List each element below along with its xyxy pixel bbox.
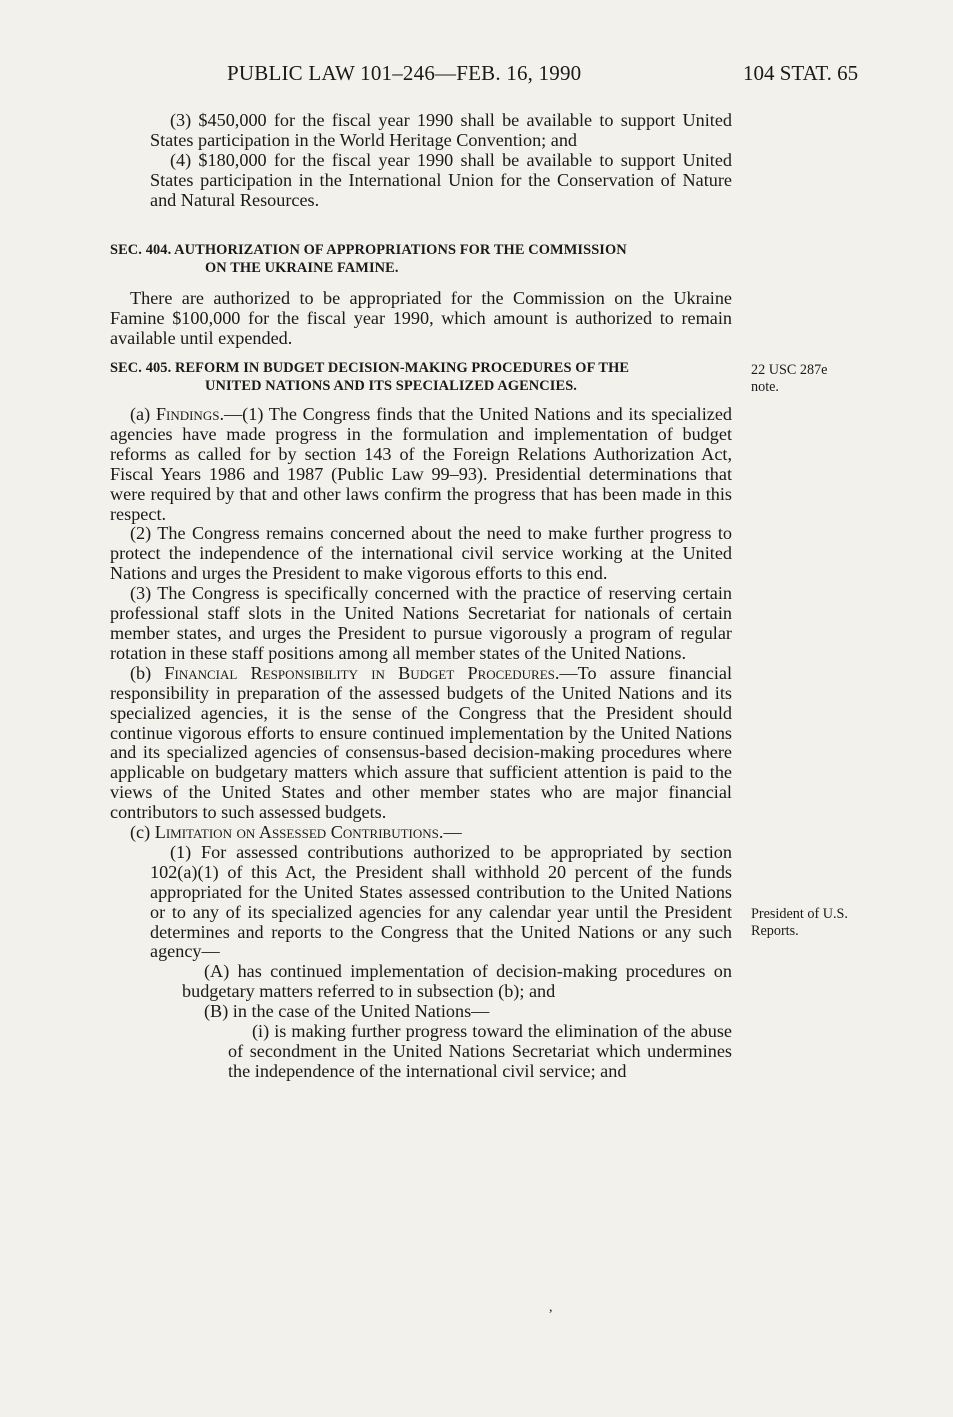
paragraph-4: (4) $180,000 for the fiscal year 1990 shall be available to support United States participation in the International Union for the Conservation of Nature and Natural Resources. xyxy=(150,149,732,210)
subsection-b xyxy=(110,664,732,823)
stray-mark: , xyxy=(549,1300,553,1315)
section-403-continuation xyxy=(110,111,732,211)
subsection-a-paragraph-3: (3) The Congress is specifically concerned with the practice of reserving certain professional staff slots in the United Nations Secretariat for nationals of certain member states, and urges the President to pursue vigorously a program of regular rotation in these staff positions among all member states of the United Nations. xyxy=(110,583,732,663)
subparagraph-A: (A) has continued implementation of decision-making procedures on budgetary matters referred to in subsection (b); and xyxy=(182,961,732,1002)
page-header-stat: 104 STAT. 65 xyxy=(743,61,859,85)
subsection-a-text: .—(1) The Congress finds that the United Nations and its specialized agencies have made progress in the formulation and implementation of budget reforms as called for by section 143 of the Foreign Relations Authorization Act, Fiscal Years 1986 and 1987 (Public Law 99–93). Presidential determinations that were required by that and other laws confirm the progress that has been made in this respect. xyxy=(110,404,733,524)
subsection-a-label: (a) xyxy=(130,404,156,424)
margin-note-usc-line1: 22 USC 287e xyxy=(751,362,828,378)
subsection-a-paragraph-1 xyxy=(110,405,732,524)
section-404-text: There are authorized to be appropriated for the Commission on the Ukraine Famine $100,000 for the fiscal year 1990, which amount is authorized to remain available until expended. xyxy=(110,288,732,348)
subsection-c-label: (c) xyxy=(130,822,155,843)
paragraph-3: (3) $450,000 for the fiscal year 1990 shall be available to support United States participation in the World Heritage Convention; and xyxy=(150,110,732,150)
subsection-b-heading: Financial Responsibility in Budget Procedures xyxy=(164,662,555,683)
section-405-body xyxy=(110,405,732,1082)
section-404-heading-line1: SEC. 404. AUTHORIZATION OF APPROPRIATIONS FOR THE COMMISSION xyxy=(110,242,627,258)
subsection-c-heading: Limitation on Assessed Contributions xyxy=(154,822,439,843)
section-405-heading-line1: SEC. 405. REFORM IN BUDGET DECISION-MAKING PROCEDURES OF THE xyxy=(110,360,630,376)
section-405-heading-line2: UNITED NATIONS AND ITS SPECIALIZED AGENCIES. xyxy=(205,377,577,394)
margin-note-president xyxy=(751,906,848,940)
subsection-b-text: .—To assure financial responsibility in preparation of the assessed budgets of the United Nations and its specialized agencies, it is the sense of the Congress that the President should continue vigorous efforts to ensure continued implementation by the United Nations and its specialized agencies of consensus-based decision-making procedures where applicable on budgetary matters which assure that sufficient attention is paid to the views of the United States and other member states who are major financial contributors to such assessed budgets. xyxy=(110,662,732,823)
margin-note-usc xyxy=(751,362,827,396)
section-405-heading xyxy=(110,360,732,395)
subsection-a-paragraph-2: (2) The Congress remains concerned about the need to make further progress to protect the independence of the international civil service working at the United Nations and urges the President to make vigorous efforts to this end. xyxy=(110,523,732,584)
page-header-title: PUBLIC LAW 101–246—FEB. 16, 1990 xyxy=(227,61,582,85)
section-404-heading-line2: ON THE UKRAINE FAMINE. xyxy=(205,259,399,276)
clause-i: (i) is making further progress toward the elimination of the abuse of secondment in the United Nations Secretariat which undermines the independence of the international civil service; and xyxy=(228,1021,732,1081)
section-404-heading xyxy=(110,242,732,277)
subparagraph-B: (B) in the case of the United Nations— xyxy=(204,1001,490,1022)
subsection-a-heading: Findings xyxy=(155,404,220,424)
subsection-b-label: (b) xyxy=(130,662,165,683)
subsection-c-tail: .— xyxy=(438,822,462,843)
subsection-c-paragraph-1: (1) For assessed contributions authorized to be appropriated by section 102(a)(1) of this Act, the President shall withhold 20 percent of the funds appropriated for the United States assessed contribution to the United Nations or to any of its specialized agencies for any calendar year until the President determines and reports to the Congress that the United Nations or any such agency— xyxy=(150,841,732,962)
margin-note-usc-line2: note. xyxy=(751,379,779,395)
margin-note-president-line1: President of U.S. xyxy=(751,906,848,922)
margin-note-president-line2: Reports. xyxy=(751,923,799,939)
section-404-body xyxy=(110,289,732,349)
subsection-c-heading-line xyxy=(110,823,732,843)
